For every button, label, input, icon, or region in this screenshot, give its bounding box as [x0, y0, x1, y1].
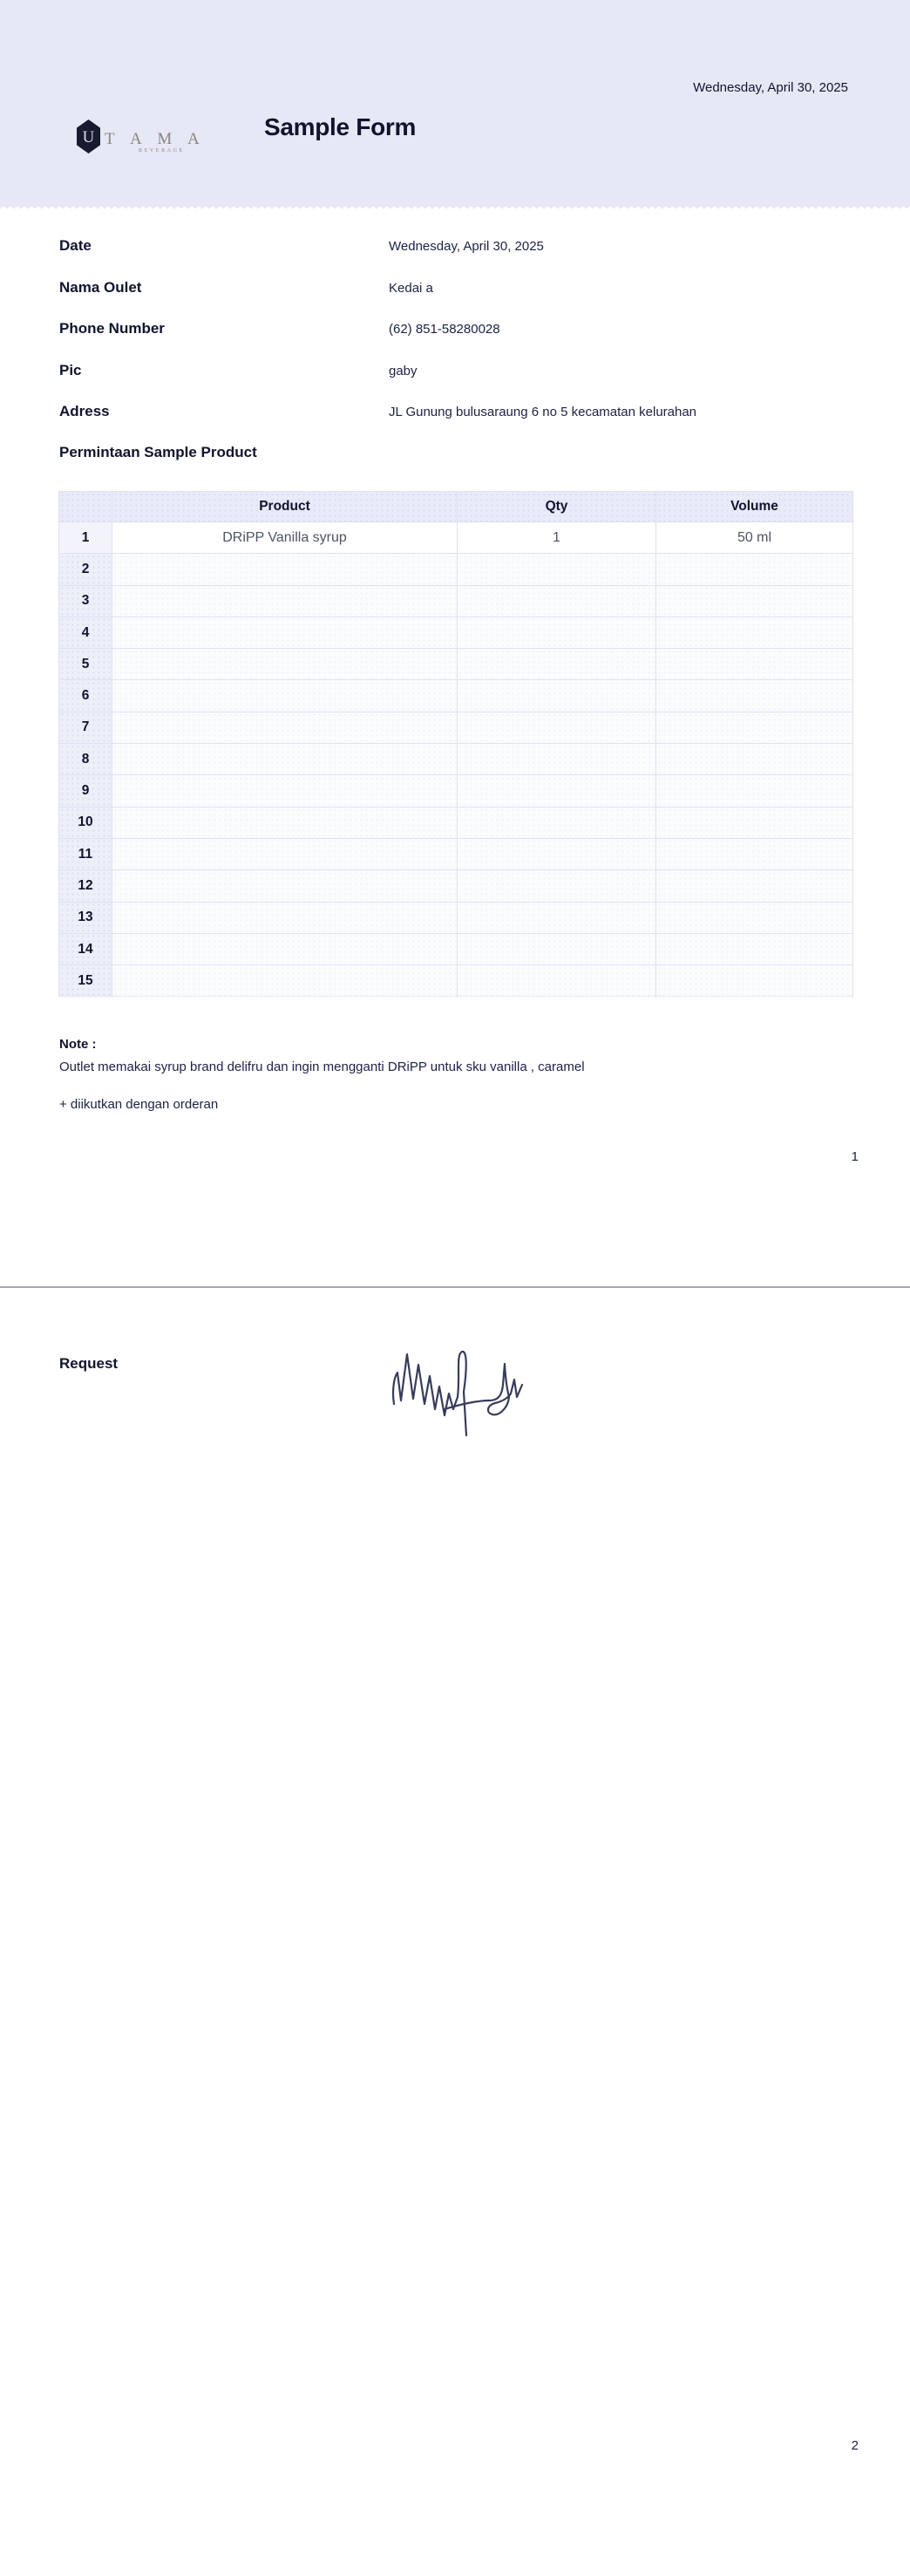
cell-qty: [458, 744, 656, 775]
field-row-phone-number: [59, 320, 852, 339]
table-row: [59, 965, 853, 997]
cell-product: [112, 744, 458, 775]
row-number-cell: 2: [59, 554, 112, 585]
cell-qty: [458, 838, 656, 869]
row-number-cell: 6: [59, 680, 112, 712]
row-number-cell: 12: [59, 870, 112, 902]
cell-volume: [656, 617, 853, 648]
table-row: [59, 554, 853, 585]
page-title: Sample Form: [264, 113, 417, 140]
field-label: Nama Oulet: [59, 279, 142, 296]
cell-volume: [656, 680, 853, 712]
cell-product: [112, 807, 458, 838]
request-label: Request: [59, 1355, 119, 1372]
table-row: [59, 522, 853, 554]
cell-volume: [656, 902, 853, 933]
table-body: [59, 522, 853, 997]
cell-volume: [656, 744, 853, 775]
header-band: [0, 0, 910, 207]
cell-product: [112, 712, 458, 743]
page-divider: [0, 1286, 910, 1288]
signature-image: [381, 1341, 529, 1439]
cell-product: [112, 965, 458, 997]
row-number-cell: 4: [59, 617, 112, 648]
table-head: [59, 492, 853, 522]
cell-qty: [458, 775, 656, 807]
cell-volume: [656, 933, 853, 964]
cell-product: [112, 870, 458, 902]
field-row-date: [59, 237, 852, 256]
table-row: [59, 712, 853, 743]
cell-qty: [458, 712, 656, 743]
field-row-nama-oulet: [59, 279, 852, 298]
cell-qty: [458, 680, 656, 712]
cell-product: [112, 554, 458, 585]
cell-qty: [458, 617, 656, 648]
field-label: Adress: [59, 403, 110, 419]
cell-product: [112, 902, 458, 933]
table-row: [59, 585, 853, 617]
table-header-qty: Qty: [458, 492, 656, 522]
cell-volume: [656, 554, 853, 585]
cell-product: DRiPP Vanilla syrup: [112, 522, 458, 554]
cell-qty: [458, 870, 656, 902]
field-row-pic: [59, 362, 852, 381]
page-number-1: 1: [851, 1149, 859, 1164]
cell-volume: [656, 712, 853, 743]
note-line: Outlet memakai syrup brand delifru dan ingin mengganti DRiPP untuk sku vanilla , caramel: [59, 1060, 585, 1074]
cell-volume: [656, 649, 853, 680]
field-label: Phone Number: [59, 320, 165, 337]
field-value: Wednesday, April 30, 2025: [389, 239, 544, 254]
logo-letter: U: [82, 128, 95, 147]
logo-subtitle: BEVERAGE: [139, 148, 185, 153]
note-line: + diikutkan dengan orderan: [59, 1097, 219, 1112]
row-number-cell: 1: [59, 522, 112, 554]
brand-logo: [77, 119, 206, 158]
cell-qty: [458, 933, 656, 964]
table-row: [59, 838, 853, 869]
cell-volume: 50 ml: [656, 522, 853, 554]
table-row: [59, 775, 853, 807]
section-title: Permintaan Sample Product: [59, 444, 257, 460]
header-date: Wednesday, April 30, 2025: [693, 80, 848, 95]
table-row: [59, 617, 853, 648]
field-label: Date: [59, 237, 92, 254]
cell-qty: 1: [458, 522, 656, 554]
cell-volume: [656, 838, 853, 869]
table-row: [59, 744, 853, 775]
cell-qty: [458, 965, 656, 997]
logo-hexagon-icon: [77, 119, 100, 153]
page-number-2: 2: [851, 2438, 859, 2453]
table-row: [59, 902, 853, 933]
row-number-cell: 13: [59, 902, 112, 933]
cell-volume: [656, 585, 853, 617]
cell-product: [112, 680, 458, 712]
table-row: [59, 870, 853, 902]
cell-qty: [458, 585, 656, 617]
row-number-cell: 9: [59, 775, 112, 807]
cell-qty: [458, 554, 656, 585]
cell-product: [112, 649, 458, 680]
row-number-cell: 3: [59, 585, 112, 617]
row-number-cell: 15: [59, 965, 112, 997]
table-corner-cell: [59, 492, 112, 522]
cell-volume: [656, 870, 853, 902]
row-number-cell: 14: [59, 933, 112, 964]
cell-qty: [458, 902, 656, 933]
cell-volume: [656, 807, 853, 838]
cell-qty: [458, 807, 656, 838]
cell-qty: [458, 649, 656, 680]
cell-product: [112, 585, 458, 617]
field-label: Pic: [59, 362, 82, 378]
cell-volume: [656, 965, 853, 997]
row-number-cell: 8: [59, 744, 112, 775]
field-value: Kedai a: [389, 281, 433, 296]
row-number-cell: 7: [59, 712, 112, 743]
field-value: (62) 851-58280028: [389, 322, 500, 337]
cell-volume: [656, 775, 853, 807]
sample-product-table: [58, 491, 853, 997]
row-number-cell: 5: [59, 649, 112, 680]
table-row: [59, 807, 853, 838]
field-row-adress: [59, 403, 852, 422]
table-row: [59, 933, 853, 964]
field-value: JL Gunung bulusaraung 6 no 5 kecamatan kelurahan: [389, 405, 697, 419]
cell-product: [112, 838, 458, 869]
logo-name: T A M A: [105, 130, 206, 148]
field-value: gaby: [389, 364, 418, 378]
row-number-cell: 10: [59, 807, 112, 838]
row-number-cell: 11: [59, 838, 112, 869]
table-row: [59, 649, 853, 680]
table-header-volume: Volume: [656, 492, 853, 522]
cell-product: [112, 775, 458, 807]
cell-product: [112, 617, 458, 648]
table-wrapper: [58, 491, 852, 997]
cell-product: [112, 933, 458, 964]
table-row: [59, 680, 853, 712]
note-label: Note :: [59, 1037, 97, 1052]
table-header-product: Product: [112, 492, 458, 522]
